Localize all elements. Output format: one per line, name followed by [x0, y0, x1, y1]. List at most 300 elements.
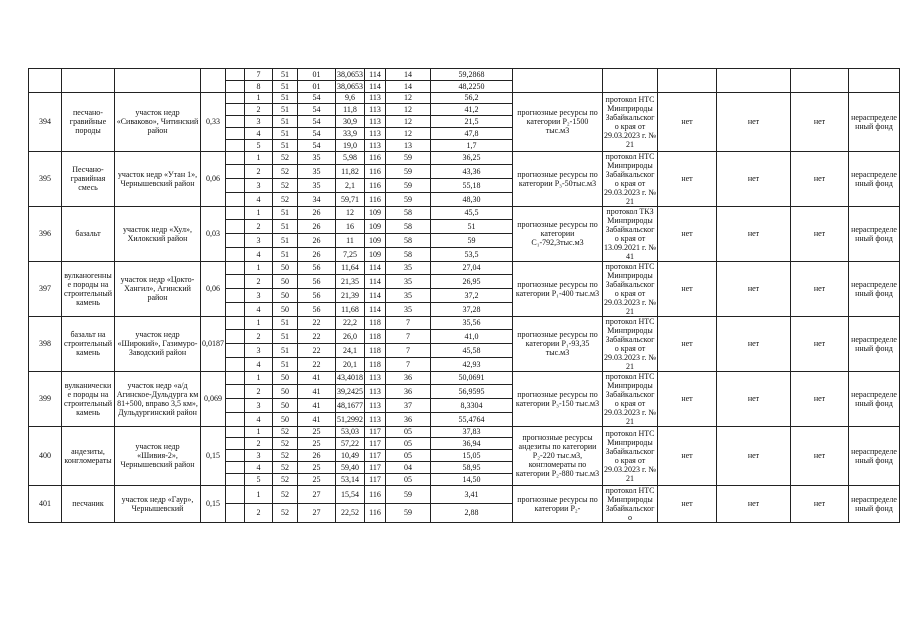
resources-cell: прогнозные ресурсы андезиты по категории Р₂-220 тыс.м3, конгломераты по категории Р₂-880 тыс.м3: [513, 426, 603, 485]
coord-cell: 58: [386, 206, 431, 220]
protocol-cell: протокол НТС Минприроды Забайкальского края от 29.03.2023 г. № 21: [603, 426, 658, 485]
empty-cell: [226, 192, 245, 206]
coord-cell: 58: [386, 220, 431, 234]
coord-cell: 4: [245, 461, 273, 473]
empty-cell: [226, 151, 245, 165]
coord-cell: 04: [386, 461, 431, 473]
coord-cell: 11,8: [336, 104, 365, 116]
coord-cell: 9,6: [336, 92, 365, 104]
coord-cell: 14: [386, 80, 431, 92]
coord-cell: 59,2868: [431, 69, 513, 81]
coord-cell: 114: [365, 302, 386, 316]
flag-1: нет: [658, 151, 717, 206]
coord-cell: 2: [245, 275, 273, 289]
protocol-cell: протокол НТС Минприроды Забайкальского края от 29.03.2023 г. № 21: [604, 371, 657, 426]
flag-1: нет: [658, 92, 717, 151]
coord-cell: 117: [365, 426, 386, 438]
coord-cell: 109: [365, 234, 386, 248]
coord-cell: 41: [298, 399, 336, 413]
coord-cell: 35: [298, 179, 336, 193]
coord-cell: 51: [273, 344, 298, 358]
coord-cell: 26: [298, 234, 336, 248]
empty-cell: [226, 485, 245, 504]
coord-cell: 117: [365, 461, 386, 473]
empty-cell: [226, 179, 245, 193]
coord-cell: 3: [245, 344, 273, 358]
coord-cell: 2,88: [431, 504, 513, 523]
coord-cell: 3: [245, 116, 273, 128]
empty-cell: [226, 438, 245, 450]
coord-cell: 116: [365, 504, 386, 523]
coord-cell: 2: [245, 504, 273, 523]
site-location: участок недр «Хул», Хилокский район: [115, 206, 201, 261]
coord-cell: 53,03: [336, 426, 365, 438]
type-cell: [62, 69, 115, 93]
coord-cell: 05: [386, 426, 431, 438]
empty-cell: [226, 92, 245, 104]
protocol-cell: протокол НТС Минприроды Забайкальского края от 29.03.2023 г. № 21: [604, 316, 657, 371]
flag-3: нет: [791, 206, 849, 261]
flag-2: нет: [717, 426, 791, 485]
mineral-type: песчано-гравийные породы: [62, 92, 115, 151]
coord-cell: 113: [365, 385, 386, 399]
coord-cell: 1,7: [431, 139, 513, 151]
coord-cell: 54: [298, 104, 336, 116]
coord-cell: 5,98: [336, 151, 365, 165]
coord-cell: 27: [298, 485, 336, 504]
site-location: участок недр «Широкий», Газимуро-Заводский район: [115, 316, 201, 371]
empty-cell: [226, 316, 245, 330]
coord-cell: 22: [298, 344, 336, 358]
coord-cell: 7: [245, 69, 273, 81]
coord-cell: 14: [386, 69, 431, 81]
coord-cell: 116: [365, 151, 386, 165]
coord-cell: 5: [245, 139, 273, 151]
coord-cell: 22: [298, 330, 336, 344]
fund-cell: нераспределенный фонд: [849, 316, 900, 371]
coord-cell: 21,5: [431, 116, 513, 128]
coord-cell: 50: [273, 275, 298, 289]
coord-cell: 20,1: [336, 357, 365, 371]
coord-cell: 114: [365, 261, 386, 275]
flag-2: нет: [717, 371, 791, 426]
protocol-cell: протокол НТС Минприроды Забайкальского: [603, 485, 658, 522]
coord-cell: 36: [386, 385, 431, 399]
flag-3: [791, 69, 849, 93]
flag-1: нет: [658, 426, 717, 485]
coord-cell: 10,49: [336, 450, 365, 462]
coord-cell: 52: [273, 426, 298, 438]
coord-cell: 59: [386, 504, 431, 523]
coord-cell: 2: [245, 220, 273, 234]
resources-cell: прогнозные ресурсы по категории С₁-792,3тыс.м3: [513, 206, 603, 261]
fund-cell: нераспределенный фонд: [849, 92, 900, 151]
coord-cell: 56: [298, 261, 336, 275]
empty-cell: [226, 261, 245, 275]
coord-cell: 113: [365, 104, 386, 116]
coord-cell: 55,18: [431, 179, 513, 193]
coord-cell: 7: [386, 357, 431, 371]
coord-cell: 2: [245, 165, 273, 179]
area-value: 0,15: [201, 485, 226, 522]
coord-cell: 51: [273, 116, 298, 128]
flag-3: нет: [791, 151, 849, 206]
coord-cell: 4: [245, 192, 273, 206]
coord-cell: 109: [365, 206, 386, 220]
coord-cell: 12: [386, 104, 431, 116]
coord-cell: 52: [273, 438, 298, 450]
coord-cell: 35: [386, 289, 431, 303]
resources-cell: прогнозные ресурсы по категории Р₂-: [513, 485, 603, 522]
coord-cell: 51: [273, 69, 298, 81]
site-location: участок недр «Сиваково», Читинский район: [115, 92, 201, 151]
protocol-cell: протокол НТС Минприроды Забайкальского края от 29.03.2023 г. № 21: [604, 261, 657, 316]
coord-cell: 59,71: [336, 192, 365, 206]
empty-cell: [226, 450, 245, 462]
protocol-cell: протокол ТКЗ Минприроды Забайкальского края от 13.09.2021 г. № 41: [604, 206, 657, 261]
coord-cell: 51: [273, 247, 298, 261]
coord-cell: 51: [273, 127, 298, 139]
coord-cell: 14,50: [431, 473, 513, 485]
site-location: участок недр «Цокто-Хангил», Агинский район: [115, 261, 201, 316]
coord-cell: 36,25: [431, 151, 513, 165]
flag-3: нет: [791, 426, 849, 485]
site-location: участок недр «а/д Агинское-Дульдурга км 81+500, вправо 3,5 км», Дульдургинский район: [115, 371, 201, 426]
coord-cell: 45,58: [431, 344, 513, 358]
fund-cell: нераспределенный фонд: [849, 151, 900, 206]
area-value: 0,069: [201, 371, 226, 426]
coord-cell: 52: [273, 179, 298, 193]
coord-cell: 11,82: [336, 165, 365, 179]
coord-cell: 109: [365, 220, 386, 234]
resources-cell: прогнозные ресурсы по категории Р₂-1500 тыс.м3: [513, 92, 603, 151]
coord-cell: 37,28: [431, 302, 513, 316]
entry-number: 396: [29, 206, 62, 261]
coord-cell: 58: [386, 247, 431, 261]
coord-cell: 25: [298, 473, 336, 485]
coord-cell: 118: [365, 330, 386, 344]
empty-cell: [226, 399, 245, 413]
flag-2: [717, 69, 791, 93]
mineral-type: базальт на строительный камень: [62, 316, 115, 371]
coord-cell: 45,5: [431, 206, 513, 220]
coord-cell: 35,56: [431, 316, 513, 330]
coord-cell: 4: [245, 357, 273, 371]
area-value: 0,15: [201, 426, 226, 485]
coord-cell: 51: [273, 80, 298, 92]
coord-cell: 8: [245, 80, 273, 92]
coord-cell: 22: [298, 316, 336, 330]
coord-cell: 24,1: [336, 344, 365, 358]
coord-cell: 50: [273, 385, 298, 399]
mineral-type: андезиты, конгломераты: [62, 426, 115, 485]
area-value: 0,06: [201, 151, 226, 206]
num-cell: [29, 69, 62, 93]
table-row: [29, 69, 900, 81]
flag-2: нет: [717, 206, 791, 261]
coord-cell: 2,1: [336, 179, 365, 193]
empty-cell: [226, 302, 245, 316]
coord-cell: 36: [386, 371, 431, 385]
table-row: [29, 206, 900, 220]
flag-2: нет: [717, 316, 791, 371]
table-row: [29, 426, 900, 438]
coord-cell: 59: [386, 179, 431, 193]
coord-cell: 52: [273, 461, 298, 473]
flag-1: нет: [658, 261, 717, 316]
coord-cell: 54: [298, 139, 336, 151]
coord-cell: 50,0691: [431, 371, 513, 385]
empty-cell: [226, 116, 245, 128]
protocol-cell: протокол НТС Минприроды Забайкальского края от 29.03.2023 г. № 21: [603, 92, 658, 151]
flag-1: [658, 69, 717, 93]
coord-cell: 36: [386, 412, 431, 426]
coord-cell: 51: [273, 139, 298, 151]
mineral-type: Песчано-гравийная смесь: [62, 151, 115, 206]
coord-cell: 118: [365, 344, 386, 358]
coord-cell: 35: [386, 275, 431, 289]
fund-cell: нераспределенный фонд: [849, 206, 900, 261]
coord-cell: 4: [245, 412, 273, 426]
coord-cell: 1: [245, 151, 273, 165]
coord-cell: 3: [245, 289, 273, 303]
coord-cell: 41: [298, 385, 336, 399]
flag-2: нет: [717, 485, 791, 522]
table-row: [29, 92, 900, 104]
coord-cell: 3: [245, 179, 273, 193]
coord-cell: 11,68: [336, 302, 365, 316]
site-location: участок недр «Утан 1», Чернышевский район: [115, 151, 201, 206]
coord-cell: 48,30: [431, 192, 513, 206]
empty-cell: [226, 289, 245, 303]
coord-cell: 50: [273, 302, 298, 316]
entry-number: 400: [29, 426, 62, 485]
empty-cell: [226, 247, 245, 261]
coord-cell: 7,25: [336, 247, 365, 261]
coord-cell: 48,2250: [431, 80, 513, 92]
coord-cell: 22,52: [336, 504, 365, 523]
flag-1: нет: [658, 371, 717, 426]
coord-cell: 27,04: [431, 261, 513, 275]
fund-cell: нераспределенный фонд: [849, 426, 900, 485]
coord-cell: 59: [386, 165, 431, 179]
coord-cell: 37: [386, 399, 431, 413]
register-table: [28, 68, 900, 523]
coord-cell: 114: [365, 275, 386, 289]
coord-cell: 52: [273, 485, 298, 504]
empty-cell: [226, 220, 245, 234]
coord-cell: 16: [336, 220, 365, 234]
coord-cell: 117: [365, 450, 386, 462]
coord-cell: 52: [273, 165, 298, 179]
protocol-cell: [603, 69, 658, 93]
coord-cell: 26,95: [431, 275, 513, 289]
coord-cell: 51: [431, 220, 513, 234]
coord-cell: 113: [365, 399, 386, 413]
flag-2: нет: [717, 261, 791, 316]
coord-cell: 59: [386, 192, 431, 206]
coord-cell: 05: [386, 438, 431, 450]
coord-cell: 57,22: [336, 438, 365, 450]
coord-cell: 56: [298, 275, 336, 289]
coord-cell: 43,36: [431, 165, 513, 179]
coord-cell: 33,9: [336, 127, 365, 139]
table-row: [29, 261, 900, 275]
coord-cell: 47,8: [431, 127, 513, 139]
coord-cell: 48,1677: [336, 399, 365, 413]
flag-1: нет: [658, 206, 717, 261]
coord-cell: 50: [273, 371, 298, 385]
area-value: 0,33: [201, 92, 226, 151]
flag-3: нет: [791, 261, 849, 316]
coord-cell: 118: [365, 357, 386, 371]
coord-cell: 56: [298, 302, 336, 316]
coord-cell: 52: [273, 151, 298, 165]
coord-cell: 59: [431, 234, 513, 248]
coord-cell: 50: [273, 399, 298, 413]
coord-cell: 1: [245, 92, 273, 104]
coord-cell: 2: [245, 438, 273, 450]
resources-cell: прогнозные ресурсы по категории Р₃-150 тыс.м3: [513, 371, 603, 426]
flag-3: нет: [791, 316, 849, 371]
coord-cell: 58,95: [431, 461, 513, 473]
coord-cell: 117: [365, 473, 386, 485]
coord-cell: 39,2425: [336, 385, 365, 399]
fund-cell: нераспределенный фонд: [849, 485, 900, 522]
area-value: 0,06: [201, 261, 226, 316]
empty-cell: [226, 104, 245, 116]
coord-cell: 52: [273, 473, 298, 485]
coord-cell: 42,93: [431, 357, 513, 371]
coord-cell: 38,0653: [337, 69, 363, 79]
table-row: [29, 316, 900, 330]
coord-cell: 51: [273, 234, 298, 248]
coord-cell: 54: [298, 92, 336, 104]
coord-cell: 50: [273, 261, 298, 275]
coord-cell: 35: [386, 261, 431, 275]
coord-cell: 43,4018: [336, 371, 365, 385]
coord-cell: 51: [273, 357, 298, 371]
empty-cell: [226, 344, 245, 358]
mineral-type: базальт: [62, 206, 115, 261]
coord-cell: 1: [245, 485, 273, 504]
coord-cell: 4: [245, 247, 273, 261]
coord-cell: 2: [245, 330, 273, 344]
coord-cell: 21,39: [336, 289, 365, 303]
coord-cell: 05: [386, 450, 431, 462]
coord-cell: 37,2: [431, 289, 513, 303]
entry-number: 397: [29, 261, 62, 316]
coord-cell: 113: [365, 116, 386, 128]
flag-2: нет: [717, 92, 791, 151]
entry-number: 394: [29, 92, 62, 151]
coord-cell: 1: [245, 206, 273, 220]
coord-cell: 05: [386, 473, 431, 485]
coord-cell: 41: [298, 371, 336, 385]
coord-cell: 8,3304: [431, 399, 513, 413]
coord-cell: 3: [245, 399, 273, 413]
coord-cell: 12: [386, 116, 431, 128]
coord-cell: 51: [273, 330, 298, 344]
coord-cell: 109: [365, 247, 386, 261]
coord-cell: 35: [298, 165, 336, 179]
area-value: 0,0187: [201, 316, 226, 371]
coord-cell: 15,05: [431, 450, 513, 462]
coord-cell: 51: [273, 316, 298, 330]
empty-cell: [226, 234, 245, 248]
coord-cell: 3: [245, 450, 273, 462]
coord-cell: 30,9: [336, 116, 365, 128]
empty-cell: [226, 461, 245, 473]
coord-cell: 51: [273, 104, 298, 116]
coord-cell: 1: [245, 426, 273, 438]
coord-cell: 34: [298, 192, 336, 206]
coord-cell: 1: [245, 261, 273, 275]
site-location: участок недр «Гаур», Чернышевский: [115, 485, 201, 522]
coord-cell: 59,40: [336, 461, 365, 473]
coord-cell: 50: [273, 289, 298, 303]
coord-cell: 116: [365, 192, 386, 206]
fund-cell: нераспределенный фонд: [849, 371, 900, 426]
resources-cell: [513, 69, 603, 93]
fund-cell: [849, 69, 900, 93]
coord-cell: 36,94: [431, 438, 513, 450]
location-cell: [115, 69, 201, 93]
coord-cell: 113: [365, 92, 386, 104]
coord-cell: 15,54: [336, 485, 365, 504]
coord-cell: 4: [245, 302, 273, 316]
coord-cell: 114: [365, 289, 386, 303]
coord-cell: 1: [245, 316, 273, 330]
coord-cell: 35: [386, 302, 431, 316]
coord-cell: 4: [245, 127, 273, 139]
entry-number: 399: [29, 371, 62, 426]
mineral-type: вулканогенные породы на строительный камень: [62, 261, 115, 316]
coord-cell: 26: [298, 450, 336, 462]
empty-cell: [226, 504, 245, 523]
fund-cell: нераспределенный фонд: [849, 261, 900, 316]
coord-cell: 26: [298, 247, 336, 261]
entry-number: 395: [29, 151, 62, 206]
coord-cell: 01: [298, 69, 336, 81]
coord-cell: 116: [365, 485, 386, 504]
coord-cell: 41,0: [431, 330, 513, 344]
coord-cell: 53,14: [336, 473, 365, 485]
coord-cell: 41,2: [431, 104, 513, 116]
coord-cell: 114: [365, 80, 386, 92]
coord-cell: 58: [386, 234, 431, 248]
empty-cell: [226, 371, 245, 385]
area-value: 0,03: [201, 206, 226, 261]
table-row: [29, 485, 900, 504]
empty-cell: [226, 385, 245, 399]
empty-cell: [226, 275, 245, 289]
coord-cell: 19,0: [336, 139, 365, 151]
coord-cell: 59: [386, 485, 431, 504]
coord-cell: 51: [273, 92, 298, 104]
coord-cell: 25: [298, 438, 336, 450]
coord-cell: 116: [365, 165, 386, 179]
resources-cell: прогнозные ресурсы по категории Р₁-93,35 тыс.м3: [513, 316, 603, 371]
coord-cell: 1: [245, 371, 273, 385]
coord-cell: 3,41: [431, 485, 513, 504]
flag-3: нет: [791, 485, 849, 522]
coord-cell: 5: [245, 473, 273, 485]
mineral-type: песчаник: [62, 485, 115, 522]
coord-cell: 54: [298, 116, 336, 128]
coord-cell: 26,0: [336, 330, 365, 344]
empty-cell: [226, 127, 245, 139]
